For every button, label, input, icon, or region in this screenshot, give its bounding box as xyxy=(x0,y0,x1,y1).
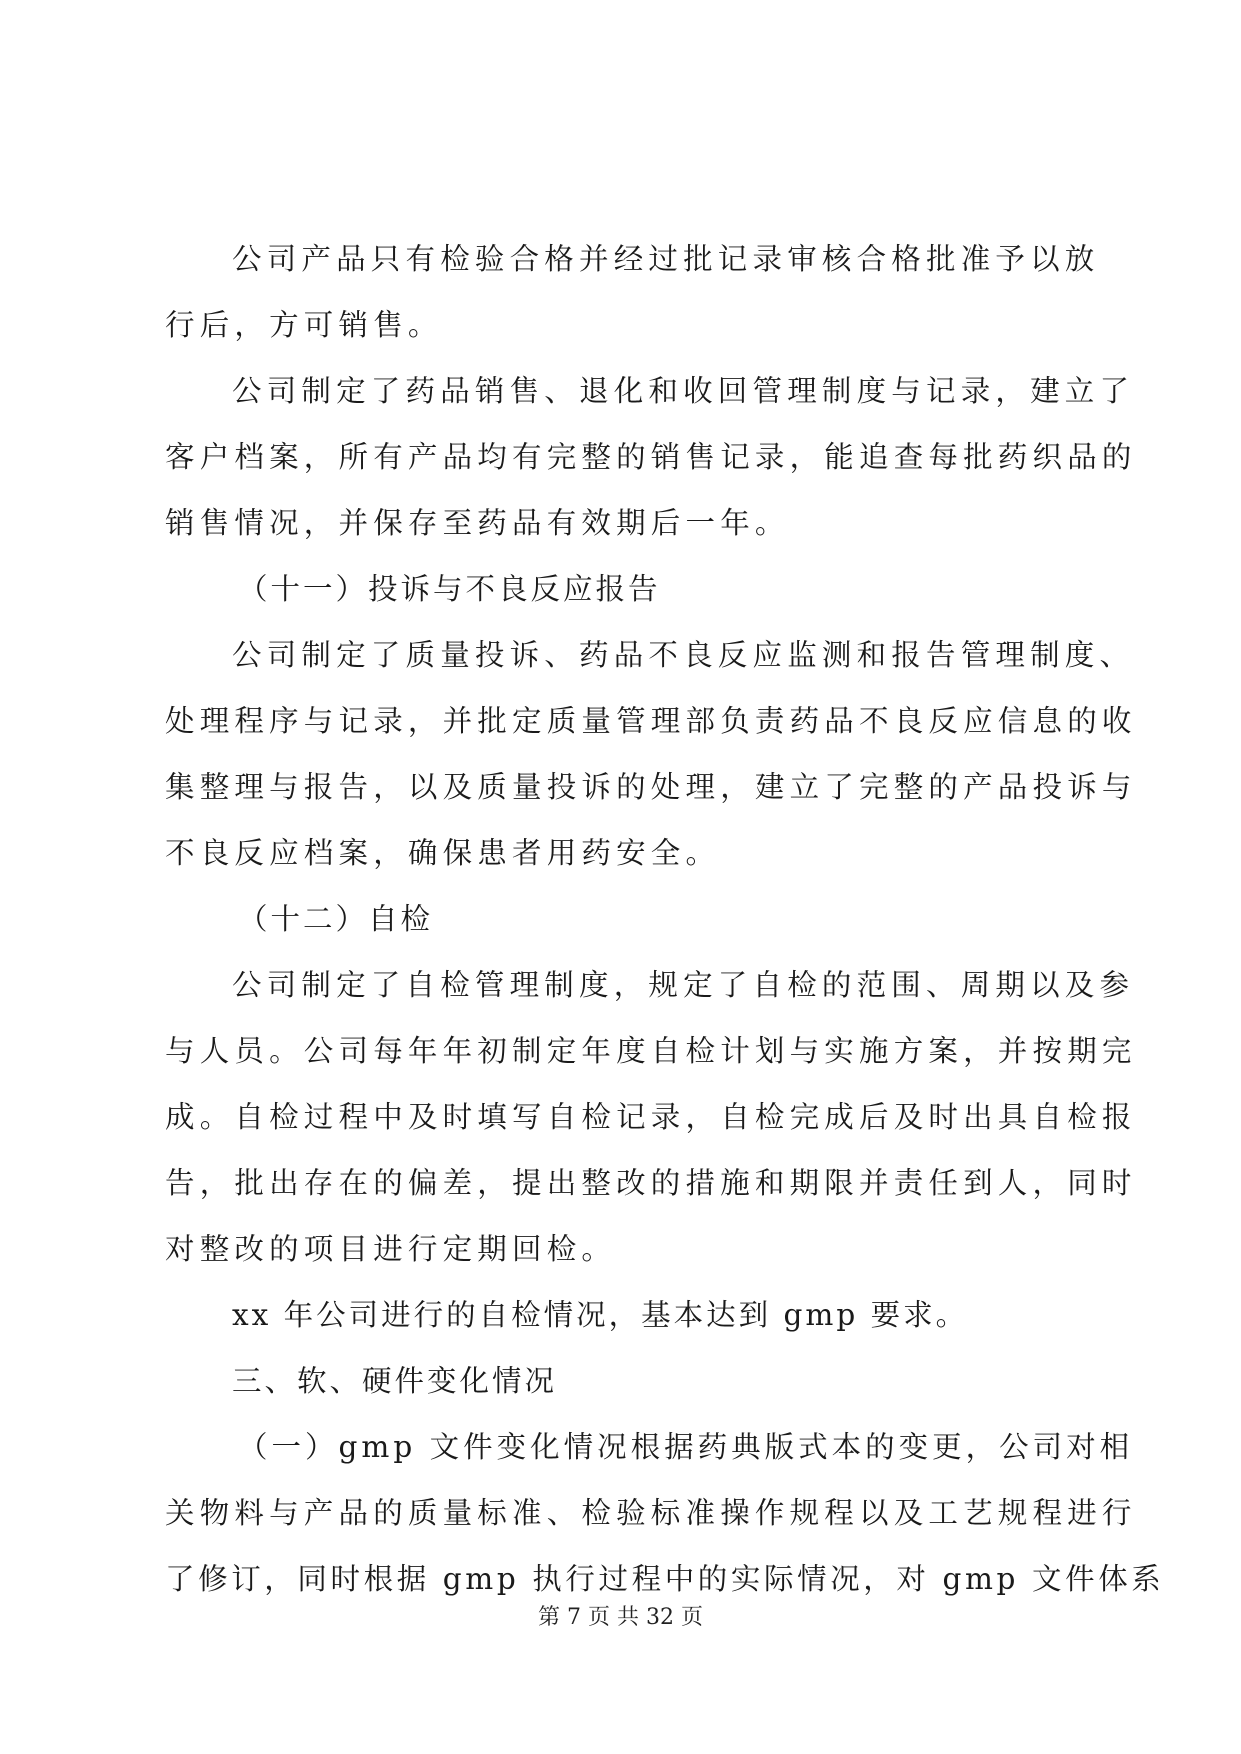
text-line: 客户档案，所有产品均有完整的销售记录，能追查每批药织品的 xyxy=(165,440,1137,474)
text-line: 销售情况，并保存至药品有效期后一年。 xyxy=(165,506,790,540)
text-line: 公司制定了质量投诉、药品不良反应监测和报告管理制度、 xyxy=(232,638,1135,672)
text-line: （一）gmp 文件变化情况根据药典版式本的变更，公司对相 xyxy=(238,1430,1134,1464)
text-line: 了修订，同时根据 gmp 执行过程中的实际情况，对 gmp 文件体系 xyxy=(165,1562,1165,1596)
text-line: 行后，方可销售。 xyxy=(165,308,443,342)
text-line: 公司制定了药品销售、退化和收回管理制度与记录，建立了 xyxy=(232,374,1135,408)
text-line: xx 年公司进行的自检情况，基本达到 gmp 要求。 xyxy=(232,1298,969,1332)
text-line: 处理程序与记录，并批定质量管理部负责药品不良反应信息的收 xyxy=(165,704,1137,738)
text-line: 与人员。公司每年年初制定年度自检计划与实施方案，并按期完 xyxy=(165,1034,1137,1068)
text-line: 公司制定了自检管理制度，规定了自检的范围、周期以及参 xyxy=(232,968,1135,1002)
section-heading: 三、软、硬件变化情况 xyxy=(232,1364,558,1398)
text-line: 成。自检过程中及时填写自检记录，自检完成后及时出具自检报 xyxy=(165,1100,1137,1134)
text-line: 关物料与产品的质量标准、检验标准操作规程以及工艺规程进行 xyxy=(165,1496,1137,1530)
text-line: 公司产品只有检验合格并经过批记录审核合格批准予以放 xyxy=(232,242,1100,276)
page-footer: 第 7 页 共 32 页 xyxy=(538,1605,703,1630)
section-heading: （十二）自检 xyxy=(238,902,434,936)
text-line: 对整改的项目进行定期回检。 xyxy=(165,1232,617,1266)
text-line: 集整理与报告，以及质量投诉的处理，建立了完整的产品投诉与 xyxy=(165,770,1137,804)
text-line: 告，批出存在的偏差，提出整改的措施和期限并责任到人，同时 xyxy=(165,1166,1137,1200)
section-heading: （十一）投诉与不良反应报告 xyxy=(238,572,661,606)
text-line: 不良反应档案，确保患者用药安全。 xyxy=(165,836,721,870)
